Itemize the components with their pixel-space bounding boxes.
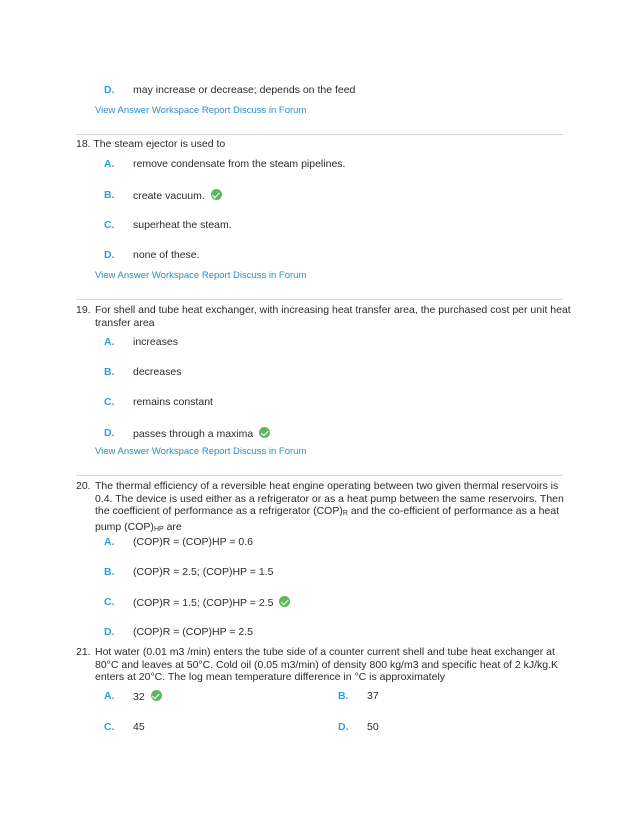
answer-links <box>95 105 306 116</box>
option-text: (COP)R = (COP)HP = 2.5 <box>133 626 254 638</box>
divider <box>76 475 563 476</box>
option-letter: B. <box>338 690 349 702</box>
option-text: create vacuum. <box>133 190 205 202</box>
option-letter: D. <box>104 84 115 96</box>
option-b-correct <box>133 189 222 203</box>
option-letter: A. <box>104 690 115 702</box>
workspace-link[interactable]: Workspace <box>151 105 200 116</box>
option-letter: C. <box>104 721 115 733</box>
correct-check-icon <box>151 690 162 701</box>
option-letter: B. <box>104 189 115 201</box>
question-number: 19. <box>76 304 91 316</box>
correct-check-icon <box>211 189 222 200</box>
option-text: (COP)R = 2.5; (COP)HP = 1.5 <box>133 566 274 578</box>
option-letter: B. <box>104 566 115 578</box>
view-answer-link[interactable]: View Answer <box>95 105 150 116</box>
option-letter: C. <box>104 596 115 608</box>
workspace-link[interactable]: Workspace <box>151 270 200 281</box>
option-text: may increase or decrease; depends on the feed <box>133 84 356 96</box>
option-letter: D. <box>338 721 349 733</box>
option-letter: A. <box>104 536 115 548</box>
option-text: 50 <box>367 721 379 733</box>
option-letter: D. <box>104 249 115 261</box>
workspace-link[interactable]: Workspace <box>151 446 200 457</box>
correct-check-icon <box>259 427 270 438</box>
option-text: (COP)R = 1.5; (COP)HP = 2.5 <box>133 597 274 609</box>
answer-links <box>95 446 306 457</box>
view-answer-link[interactable]: View Answer <box>95 270 150 281</box>
option-letter: D. <box>104 626 115 638</box>
option-letter: C. <box>104 219 115 231</box>
option-text: decreases <box>133 366 182 378</box>
option-text: 32 <box>133 691 145 703</box>
divider <box>76 134 563 135</box>
question-number: 20. <box>76 480 91 492</box>
option-text: remove condensate from the steam pipelines. <box>133 158 346 170</box>
option-text: none of these. <box>133 249 200 261</box>
option-a-correct <box>133 690 162 704</box>
option-text: 37 <box>367 690 379 702</box>
question-number: 21. <box>76 646 91 658</box>
question-text: Hot water (0.01 m3 /min) enters the tube side of a counter current shell and tube heat exchanger at 80°C and leaves at 50°C. Cold oil (0.05 m3/min) of density 800 kg/m3 and specific heat of 2 kJ/kg.K enters at 20°C. The log mean temperature difference in °C is approximately <box>95 646 559 683</box>
question-text: For shell and tube heat exchanger, with increasing heat transfer area, the purchased cost per unit heat transfer area <box>95 304 571 329</box>
option-d-correct <box>133 427 270 441</box>
report-link[interactable]: Report <box>201 446 231 457</box>
discuss-link[interactable]: Discuss in Forum <box>233 105 307 116</box>
question-number: 18. <box>76 138 91 150</box>
divider <box>76 299 563 300</box>
question-text: The steam ejector is used to <box>93 138 226 150</box>
option-letter: A. <box>104 158 115 170</box>
view-answer-link[interactable]: View Answer <box>95 446 150 457</box>
question-text: The thermal efficiency of a reversible heat engine operating between two given thermal reservoirs is 0.4. The device is used either as a refrigerator or as a heat pump between the same reservoirs. Then the coefficient of performance as a refrigerator $(COP)_R$ and the co-efficient of performance as a heat pump $(COP)_{HP}$ are <box>95 480 564 533</box>
option-letter: C. <box>104 396 115 408</box>
option-text: increases <box>133 336 178 348</box>
report-link[interactable]: Report <box>201 270 231 281</box>
option-c-correct <box>133 596 290 610</box>
option-text: superheat the steam. <box>133 219 232 231</box>
discuss-link[interactable]: Discuss in Forum <box>233 270 307 281</box>
question-18 <box>76 138 225 151</box>
option-text: (COP)R = (COP)HP = 0.6 <box>133 536 254 548</box>
option-letter: B. <box>104 366 115 378</box>
report-link[interactable]: Report <box>201 105 231 116</box>
option-text: remains constant <box>133 396 213 408</box>
correct-check-icon <box>279 596 290 607</box>
discuss-link[interactable]: Discuss in Forum <box>233 446 307 457</box>
option-letter: D. <box>104 427 115 439</box>
option-letter: A. <box>104 336 115 348</box>
answer-links <box>95 270 306 281</box>
option-text: passes through a maxima <box>133 428 254 440</box>
option-text: 45 <box>133 721 145 733</box>
